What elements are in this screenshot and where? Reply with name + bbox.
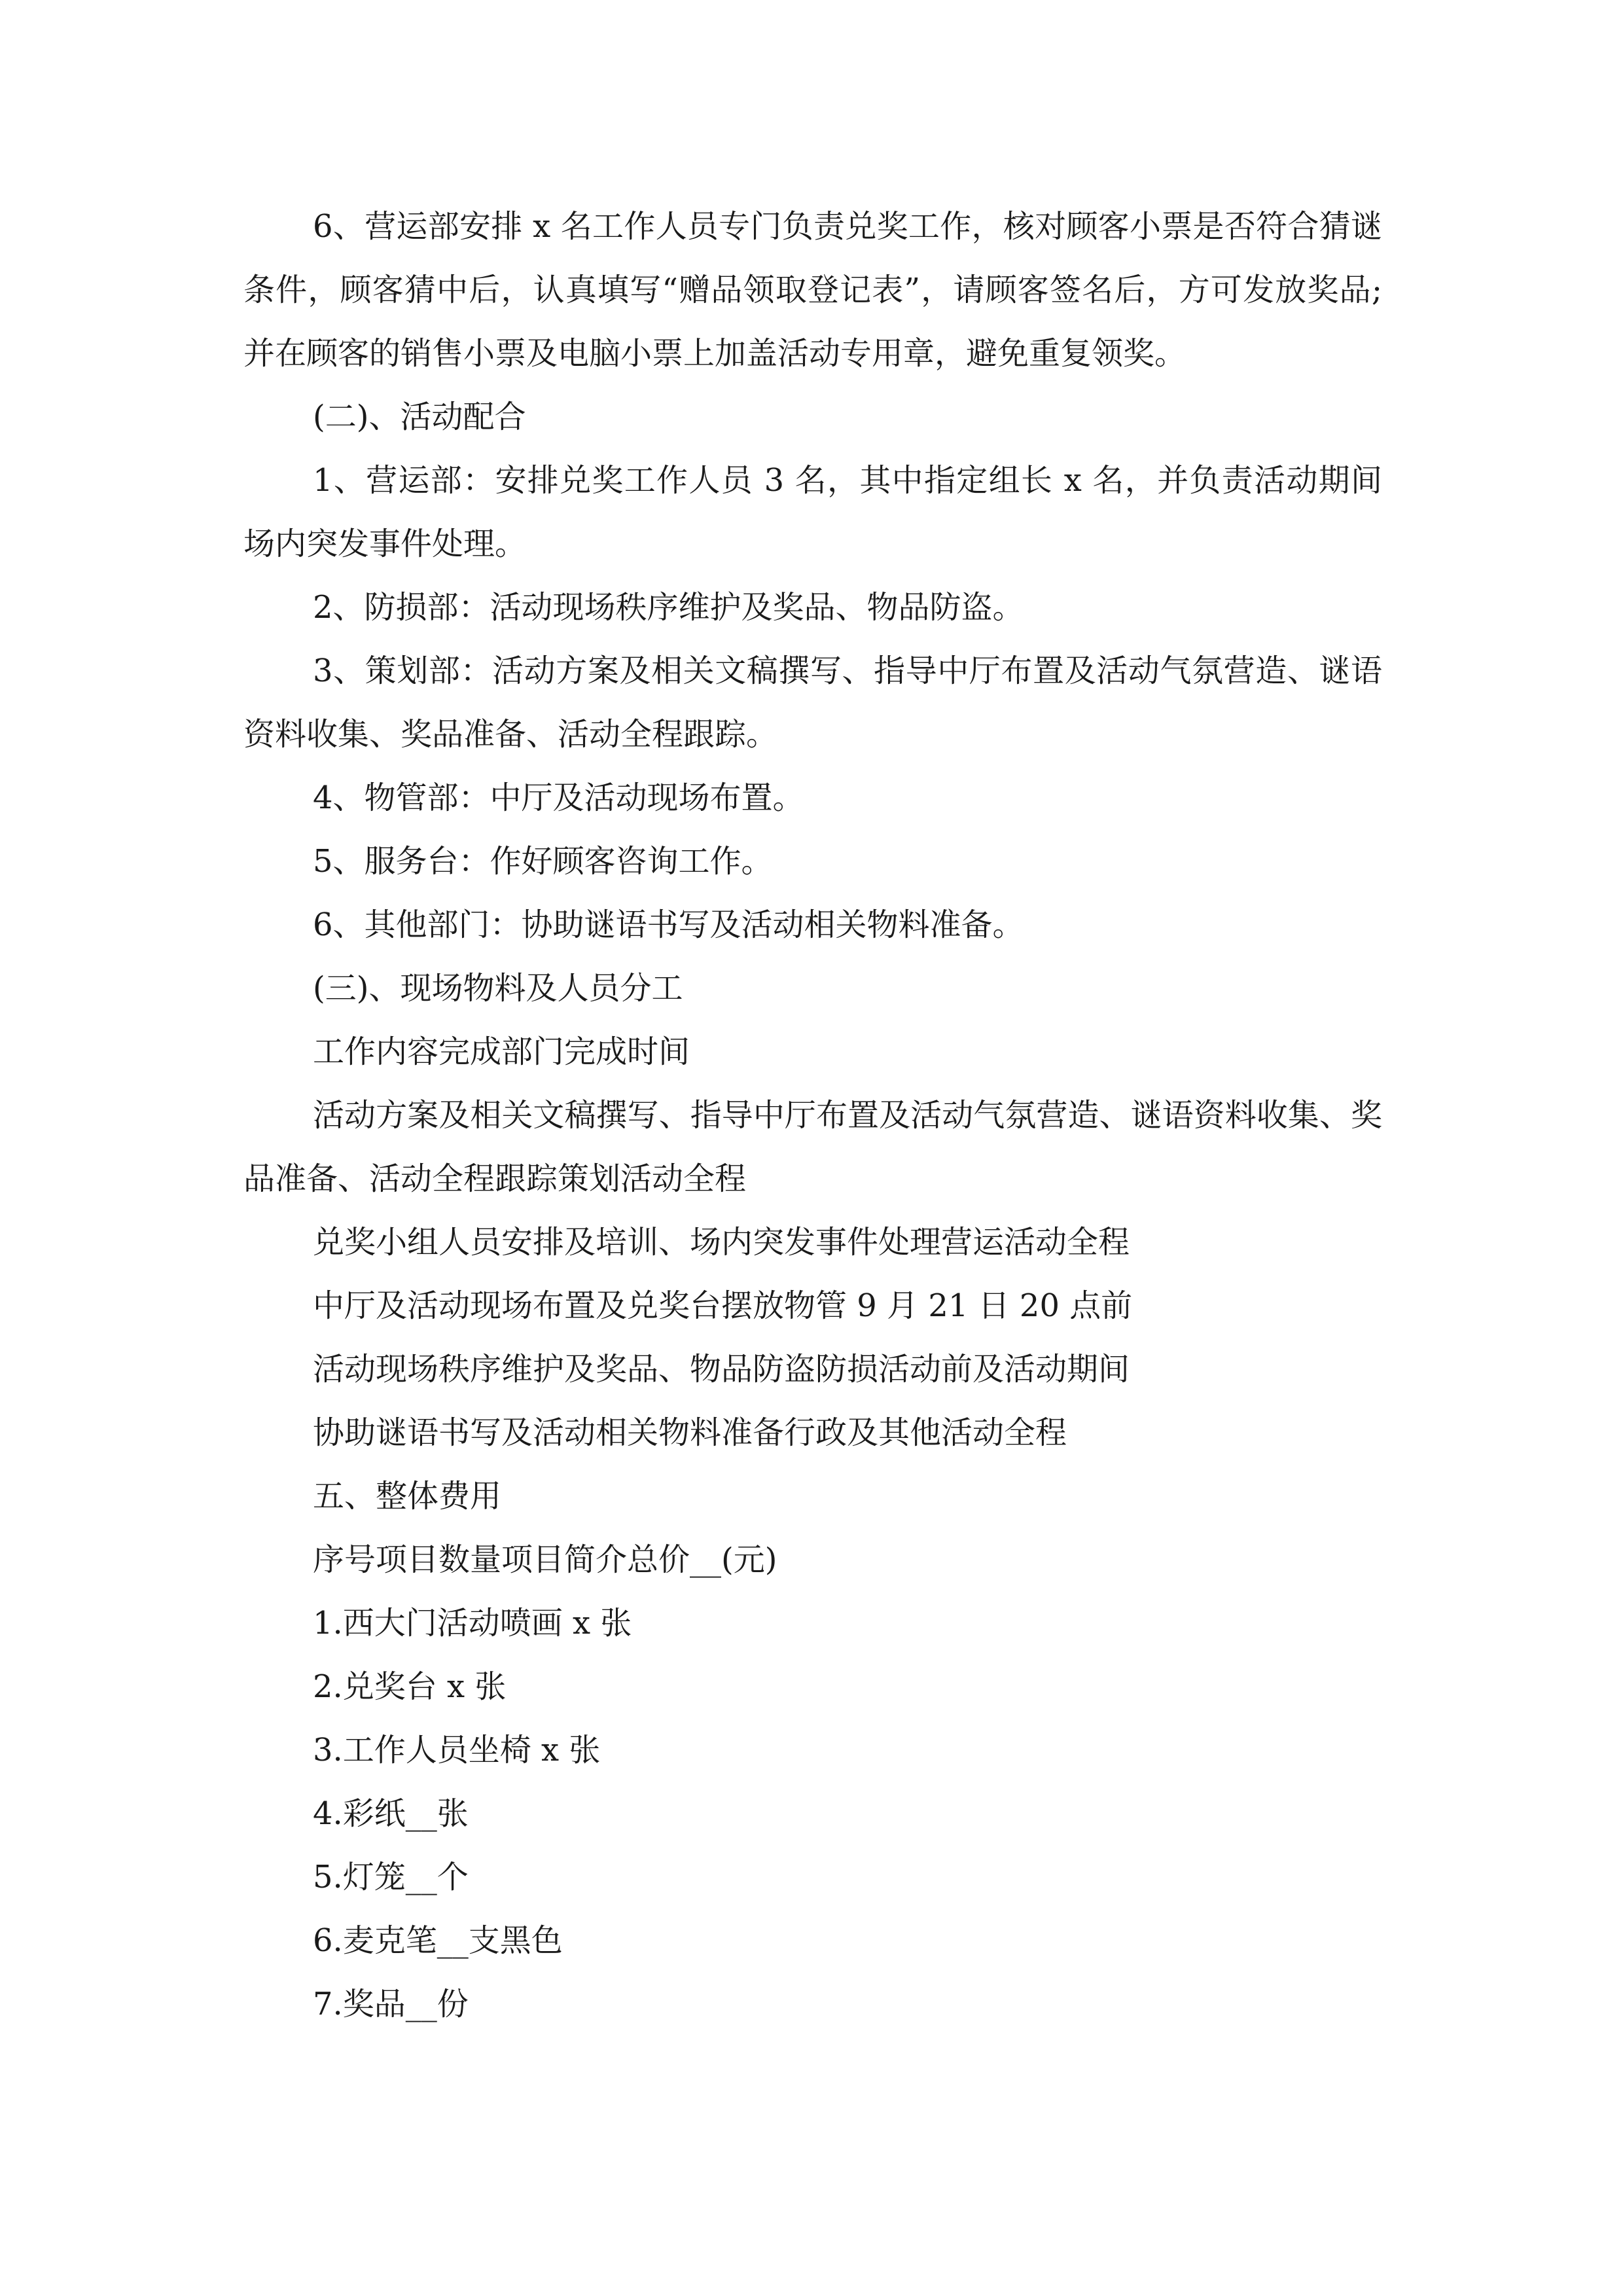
section-heading-overall-cost: 五、整体费用 xyxy=(313,1478,502,1515)
cost-item-redemption-desk: 2.兑奖台 x 张 xyxy=(313,1668,507,1705)
paragraph-planning-dept: 3、策划部：活动方案及相关文稿撰写、指导中厅布置及活动气氛营造、谜语资料收集、奖品准备、活动全程跟踪。 xyxy=(243,653,1382,753)
table-row-redemption: 兑奖小组人员安排及培训、场内突发事件处理营运活动全程 xyxy=(313,1224,1130,1261)
table-row-admin: 协助谜语书写及活动相关物料准备行政及其他活动全程 xyxy=(313,1414,1067,1451)
table-row-planning: 活动方案及相关文稿撰写、指导中厅布置及活动气氛营造、谜语资料收集、奖品准备、活动全程跟踪策划活动全程 xyxy=(243,1097,1382,1197)
cost-item-markers: 6.麦克笔__支黑色 xyxy=(313,1922,563,1959)
cost-item-banner: 1.西大门活动喷画 x 张 xyxy=(313,1605,632,1641)
paragraph-item-6-redemption-staff: 6、营运部安排 x 名工作人员专门负责兑奖工作，核对顾客小票是否符合猜谜条件，顾客猜中后，认真填写“赠品领取登记表”，请顾客签名后，方可发放奖品;并在顾客的销售小票及电脑小票上加盖活动专用章，避免重复领奖。 xyxy=(243,208,1382,372)
section-heading-materials-and-staffing: (三)、现场物料及人员分工 xyxy=(313,970,683,1007)
cost-item-colored-paper: 4.彩纸__张 xyxy=(313,1795,469,1832)
table-row-security: 活动现场秩序维护及奖品、物品防盗防损活动前及活动期间 xyxy=(313,1351,1130,1388)
cost-item-lanterns: 5.灯笼__个 xyxy=(313,1859,469,1895)
paragraph-service-desk: 5、服务台：作好顾客咨询工作。 xyxy=(313,843,773,880)
cost-item-staff-chairs: 3.工作人员坐椅 x 张 xyxy=(313,1732,601,1768)
section-heading-activity-coordination: (二)、活动配合 xyxy=(313,399,526,435)
paragraph-other-depts: 6、其他部门：协助谜语书写及活动相关物料准备。 xyxy=(313,906,1024,943)
cost-item-prizes: 7.奖品__份 xyxy=(313,1986,469,2022)
document-body xyxy=(243,195,1382,2036)
table-row-hall-setup: 中厅及活动现场布置及兑奖台摆放物管 9 月 21 日 20 点前 xyxy=(313,1287,1133,1324)
paragraph-operations-dept: 1、营运部：安排兑奖工作人员 3 名，其中指定组长 x 名，并负责活动期间场内突发事件处理。 xyxy=(243,462,1382,562)
table-header-row: 工作内容完成部门完成时间 xyxy=(313,1033,690,1070)
paragraph-property-dept: 4、物管部：中厅及活动现场布置。 xyxy=(313,780,804,816)
paragraph-loss-prevention-dept: 2、防损部：活动现场秩序维护及奖品、物品防盗。 xyxy=(313,589,1024,626)
cost-table-header: 序号项目数量项目简介总价__(元) xyxy=(313,1541,777,1578)
